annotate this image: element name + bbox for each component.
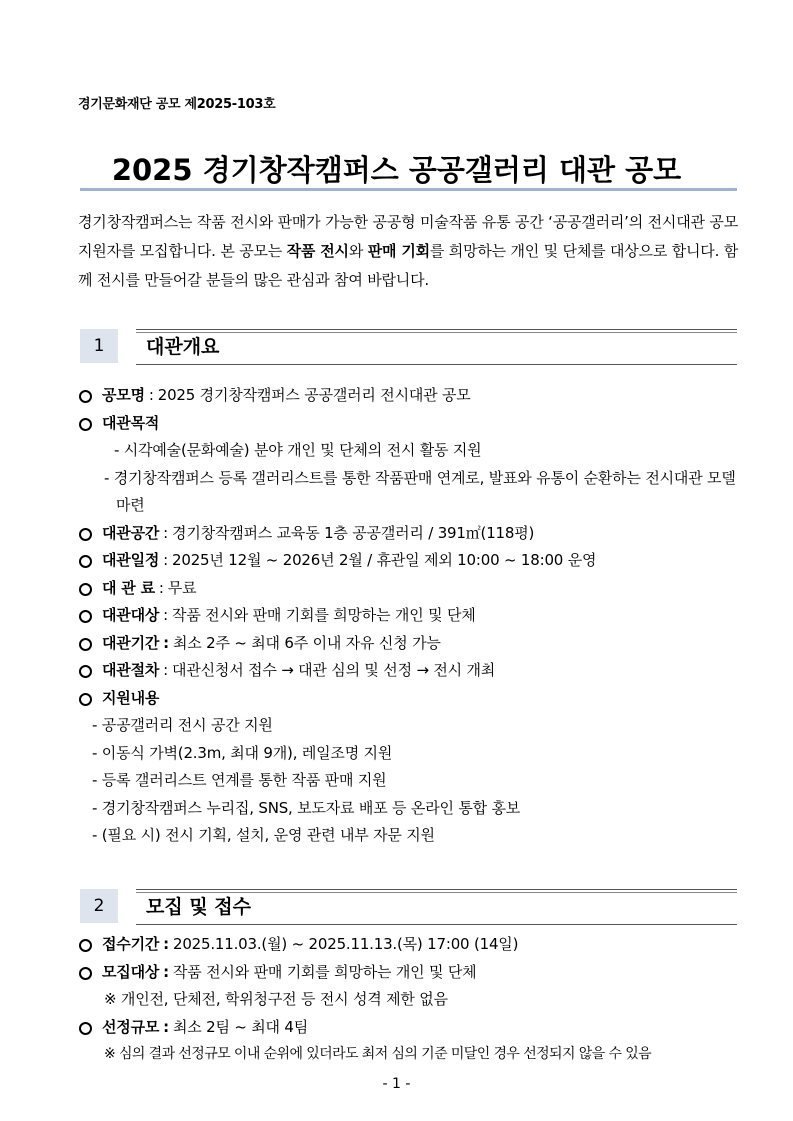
item-label: 접수기간 (102, 935, 160, 953)
colon-separator: : (148, 386, 154, 404)
circle-bullet-icon (79, 939, 92, 952)
item-label: 대관기간 (102, 633, 160, 652)
notice-number: 경기문화재단 공모 제2025-103호 (78, 97, 276, 112)
item-fee (78, 575, 740, 603)
circle-bullet-icon (79, 610, 92, 623)
item-contest-name (78, 382, 740, 410)
intro-bold-exhibit: 작품 전시 (286, 242, 349, 260)
circle-bullet-icon (79, 638, 92, 651)
colon-separator: : (158, 578, 164, 597)
colon-separator: : (163, 606, 169, 624)
section-1-body (78, 382, 740, 850)
scale-note: ※ 심의 결과 선정규모 이내 순위에 있더라도 최저 심의 기준 미달인 경우 선정되지 않을 수 있음 (104, 1046, 652, 1062)
colon-separator: : (163, 1017, 169, 1036)
circle-bullet-icon (79, 1022, 92, 1035)
support-list-item: - 이동식 가벽(2.3m, 최대 9개), 레일조명 지원 (92, 743, 393, 762)
circle-bullet-icon (79, 693, 92, 706)
item-space (78, 520, 740, 548)
section-1-title: 대관개요 (146, 336, 220, 358)
item-value: 최소 2주 ~ 최대 6주 이내 자유 신청 가능 (172, 633, 441, 652)
recruit-note: ※ 개인전, 단체전, 학위청구전 등 전시 성격 제한 없음 (104, 990, 448, 1008)
item-period (78, 630, 740, 658)
item-value: 작품 전시와 판매 기회를 희망하는 개인 및 단체 (172, 962, 477, 981)
item-receipt-period (78, 931, 740, 959)
circle-bullet-icon (79, 583, 92, 596)
item-label: 모집대상 (102, 962, 160, 981)
colon-separator: : (163, 523, 169, 542)
page-number: - 1 - (382, 1076, 411, 1092)
item-label: 대관절차 (102, 661, 160, 679)
intro-text-2: 와 (348, 242, 368, 260)
circle-bullet-icon (79, 665, 92, 678)
circle-bullet-icon (79, 418, 92, 431)
section-2-body (78, 931, 740, 1069)
circle-bullet-icon (79, 528, 92, 541)
item-label: 대관공간 (102, 523, 160, 542)
support-list-item: - 공공갤러리 전시 공간 지원 (92, 716, 273, 734)
intro-text-1: 경기창작캠퍼스는 작품 전시와 판매가 가능한 공공형 미술작품 유통 공간 ‘공공갤러리’의 전시대관 공모 지원자를 모집합니다. 본 공모는 (78, 213, 738, 260)
support-list-item: - 경기창작캠퍼스 누리집, SNS, 보도자료 배포 등 온라인 통합 홍보 (92, 798, 521, 817)
colon-separator: : (163, 661, 169, 679)
item-label: 대 관 료 (102, 578, 155, 597)
item-value: 작품 전시와 판매 기회를 희망하는 개인 및 단체 (172, 606, 476, 624)
item-value: 2025 경기창작캠퍼스 공공갤러리 전시대관 공모 (157, 386, 471, 404)
circle-bullet-icon (79, 967, 92, 980)
colon-separator: : (163, 551, 169, 569)
item-procedure (78, 657, 740, 685)
item-label: 대관대상 (102, 606, 160, 624)
item-recruit-target (78, 959, 740, 987)
section-2-number: 2 (80, 889, 118, 923)
page-title: 2025 경기창작캠퍼스 공공갤러리 대관 공모 (111, 153, 682, 187)
item-label: 대관일정 (102, 551, 160, 569)
support-list-item: - (필요 시) 전시 기획, 설치, 운영 관련 내부 자문 지원 (92, 826, 435, 844)
section-2-header (80, 889, 737, 923)
intro-paragraph (78, 208, 738, 295)
support-list-item: - 등록 갤러리스트 연계를 통한 작품 판매 지원 (92, 771, 387, 789)
item-label: 대관목적 (102, 413, 160, 432)
item-target (78, 602, 740, 630)
item-value: 대관신청서 접수 → 대관 심의 및 선정 → 전시 개최 (172, 661, 496, 679)
intro-text-3: 를 희망하는 개인 및 단체를 대상으로 합니다. 함께 전시를 만들어갈 분들의 많은 관심과 참여 바랍니다. (78, 242, 739, 289)
item-value: 경기창작캠퍼스 교육동 1층 공공갤러리 / 391㎡(118평) (172, 523, 535, 542)
colon-separator: : (163, 633, 169, 652)
item-schedule (78, 547, 740, 575)
circle-bullet-icon (79, 390, 92, 403)
circle-bullet-icon (79, 555, 92, 568)
section-1-header (80, 329, 737, 363)
item-support (78, 685, 740, 713)
section-1-title-bar (136, 329, 737, 365)
colon-separator: : (163, 962, 169, 981)
item-value: 2025.11.03.(월) ~ 2025.11.13.(목) 17:00 (14일) (172, 935, 519, 953)
section-2-title-bar (136, 889, 737, 925)
item-value: 무료 (167, 578, 197, 597)
intro-bold-sale: 판매 기회 (367, 242, 430, 260)
colon-separator: : (163, 935, 169, 953)
purpose-sub-item: - 경기창작캠퍼스 등록 갤러리스트를 통한 작품판매 연계로, 발표와 유통이 순환하는 전시대관 모델 마련 (104, 468, 736, 514)
item-purpose (78, 410, 740, 438)
item-label: 공모명 (102, 386, 145, 404)
purpose-sub-item: - 시각예술(문화예술) 분야 개인 및 단체의 전시 활동 지원 (114, 441, 482, 459)
section-1-number: 1 (80, 329, 118, 363)
item-value: 2025년 12월 ~ 2026년 2월 / 휴관일 제외 10:00 ~ 18:00 운영 (172, 551, 597, 569)
item-selection-scale (78, 1014, 740, 1042)
section-2-title: 모집 및 접수 (146, 896, 251, 918)
item-label: 지원내용 (102, 688, 160, 707)
title-underline (80, 188, 737, 191)
item-label: 선정규모 (102, 1017, 160, 1036)
item-value: 최소 2팀 ~ 최대 4팀 (172, 1017, 309, 1036)
